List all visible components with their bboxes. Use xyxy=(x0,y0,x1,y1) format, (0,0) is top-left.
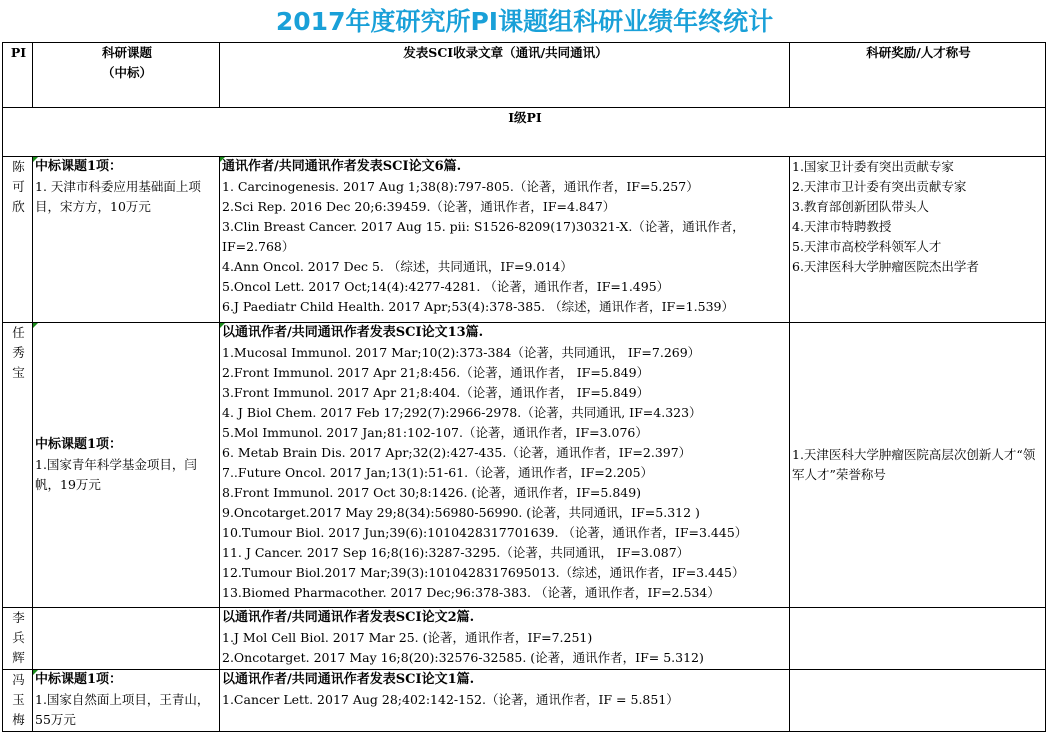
project-text: 1. 天津市科委应用基础面上项目，宋方方，10万元 xyxy=(35,179,201,214)
award-item: 1.国家卫计委有突出贡献专家 xyxy=(792,159,954,174)
paper-item: 3.Clin Breast Cancer. 2017 Aug 15. pii: S1526-8209(17)30321-X.（论著，通讯作者，IF=2.768） xyxy=(222,219,745,254)
project-text: 1.国家青年科学基金项目，闫帆，19万元 xyxy=(35,457,197,492)
header-awards: 科研奖励/人才称号 xyxy=(790,43,1046,108)
project-cell xyxy=(33,157,220,323)
papers-cell xyxy=(220,670,790,732)
pi-name-cell xyxy=(3,670,33,732)
paper-item: 3.Front Immunol. 2017 Apr 21;8:404.（论著，通讯作者， IF=5.849） xyxy=(222,385,650,400)
award-item: 3.教育部创新团队带头人 xyxy=(792,199,929,214)
papers-cell xyxy=(220,608,790,670)
pi-row xyxy=(3,157,1046,323)
paper-item: 2.Sci Rep. 2016 Dec 20;6:39459.（论著，通讯作者，IF=4.847） xyxy=(222,199,616,214)
pi-name: 冯玉梅 xyxy=(12,672,25,727)
paper-item: 6.J Paediatr Child Health. 2017 Apr;53(4):378-385. （综述，通讯作者，IF=1.539） xyxy=(222,299,734,314)
header-projects xyxy=(33,43,220,108)
paper-item: 1.Cancer Lett. 2017 Aug 28;402:142-152.（论著，通讯作者，IF = 5.851） xyxy=(222,692,679,707)
paper-item: 1. Carcinogenesis. 2017 Aug 1;38(8):797-805.（论著，通讯作者，IF=5.257） xyxy=(222,179,699,194)
header-row xyxy=(3,43,1046,108)
papers-head: 以通讯作者/共同通讯作者发表SCI论文1篇. xyxy=(222,672,475,687)
award-item: 4.天津市特聘教授 xyxy=(792,219,892,234)
paper-item: 11. J Cancer. 2017 Sep 16;8(16):3287-3295.（论著，共同通讯， IF=3.087） xyxy=(222,545,690,560)
comment-marker-icon xyxy=(33,670,38,675)
comment-marker-icon xyxy=(220,323,225,328)
paper-item: 2.Front Immunol. 2017 Apr 21;8:456.（论著，通讯作者， IF=5.849） xyxy=(222,365,650,380)
pi-name-cell xyxy=(3,608,33,670)
level-label: I级PI xyxy=(3,108,1046,157)
papers-cell xyxy=(220,157,790,323)
paper-item: 4. J Biol Chem. 2017 Feb 17;292(7):2966-2978.（论著，共同通讯, IF=4.323） xyxy=(222,405,702,420)
project-cell xyxy=(33,670,220,732)
level-row xyxy=(3,108,1046,157)
awards-cell xyxy=(790,323,1046,608)
paper-item: 1.Mucosal Immunol. 2017 Mar;10(2):373-384（论著，共同通讯， IF=7.269） xyxy=(222,345,701,360)
comment-marker-icon xyxy=(33,157,38,162)
papers-head: 以通讯作者/共同通讯作者发表SCI论文2篇. xyxy=(222,610,475,625)
award-item: 5.天津市高校学科领军人才 xyxy=(792,239,942,254)
paper-item: 6. Metab Brain Dis. 2017 Apr;32(2):427-435.（论著，通讯作者，IF=2.397） xyxy=(222,445,692,460)
paper-item: 12.Tumour Biol.2017 Mar;39(3):1010428317695013.（综述，通讯作者，IF=3.445） xyxy=(222,565,745,580)
pi-row xyxy=(3,670,1046,732)
awards-cell xyxy=(790,157,1046,323)
pi-name-cell xyxy=(3,157,33,323)
header-projects-line1: 科研课题 xyxy=(101,45,152,60)
header-pi: PI xyxy=(3,43,33,108)
header-projects-line2: （中标） xyxy=(101,65,152,80)
paper-item: 4.Ann Oncol. 2017 Dec 5. （综述，共同通讯，IF=9.014） xyxy=(222,259,573,274)
project-cell xyxy=(33,323,220,608)
papers-head: 通讯作者/共同通讯作者发表SCI论文6篇. xyxy=(222,159,462,174)
pi-name-cell xyxy=(3,323,33,608)
project-text: 1.国家自然面上项目，王青山，55万元 xyxy=(35,692,210,727)
pi-name: 李兵辉 xyxy=(12,610,25,665)
project-head: 中标课题1项： xyxy=(35,159,123,174)
pi-row xyxy=(3,323,1046,608)
pi-name: 任秀宝 xyxy=(12,325,25,380)
awards-cell xyxy=(790,670,1046,732)
paper-item: 13.Biomed Pharmacother. 2017 Dec;96:378-383. （论著，通讯作者，IF=2.534） xyxy=(222,585,720,600)
pi-name: 陈可欣 xyxy=(12,159,25,214)
papers-head: 以通讯作者/共同通讯作者发表SCI论文13篇. xyxy=(222,325,484,340)
project-cell xyxy=(33,608,220,670)
paper-item: 5.Oncol Lett. 2017 Oct;14(4):4277-4281. （论著，通讯作者，IF=1.495） xyxy=(222,279,670,294)
paper-item: 2.Oncotarget. 2017 May 16;8(20):32576-32585. (论著，通讯作者，IF= 5.312) xyxy=(222,650,704,665)
award-item: 1.天津医科大学肿瘤医院高层次创新人才“领军人才”荣誉称号 xyxy=(792,447,1036,482)
award-item: 6.天津医科大学肿瘤医院杰出学者 xyxy=(792,259,979,274)
paper-item: 9.Oncotarget.2017 May 29;8(34):56980-56990. (论著，共同通讯，IF=5.312 ) xyxy=(222,505,700,520)
project-head: 中标课题1项： xyxy=(35,672,123,687)
paper-item: 8.Front Immunol. 2017 Oct 30;8:1426. (论著，通讯作者，IF=5.849) xyxy=(222,485,642,500)
comment-marker-icon xyxy=(33,323,38,328)
paper-item: 10.Tumour Biol. 2017 Jun;39(6):1010428317701639. （论著，通讯作者，IF=3.445） xyxy=(222,525,748,540)
award-item: 2.天津市卫计委有突出贡献专家 xyxy=(792,179,967,194)
paper-item: 5.Mol Immunol. 2017 Jan;81:102-107.（论著，通讯作者，IF=3.076） xyxy=(222,425,648,440)
page-title: 2017年度研究所PI课题组科研业绩年终统计 xyxy=(275,7,774,36)
paper-item: 7..Future Oncol. 2017 Jan;13(1):51-61.（论著，通讯作者，IF=2.205） xyxy=(222,465,654,480)
paper-item: 1.J Mol Cell Biol. 2017 Mar 25. (论著，通讯作者，IF=7.251) xyxy=(222,630,593,645)
header-papers: 发表SCI收录文章（通讯/共同通讯） xyxy=(220,43,790,108)
project-head: 中标课题1项： xyxy=(35,437,123,452)
pi-row xyxy=(3,608,1046,670)
awards-cell xyxy=(790,608,1046,670)
papers-cell xyxy=(220,323,790,608)
performance-table xyxy=(2,42,1046,732)
comment-marker-icon xyxy=(220,157,225,162)
